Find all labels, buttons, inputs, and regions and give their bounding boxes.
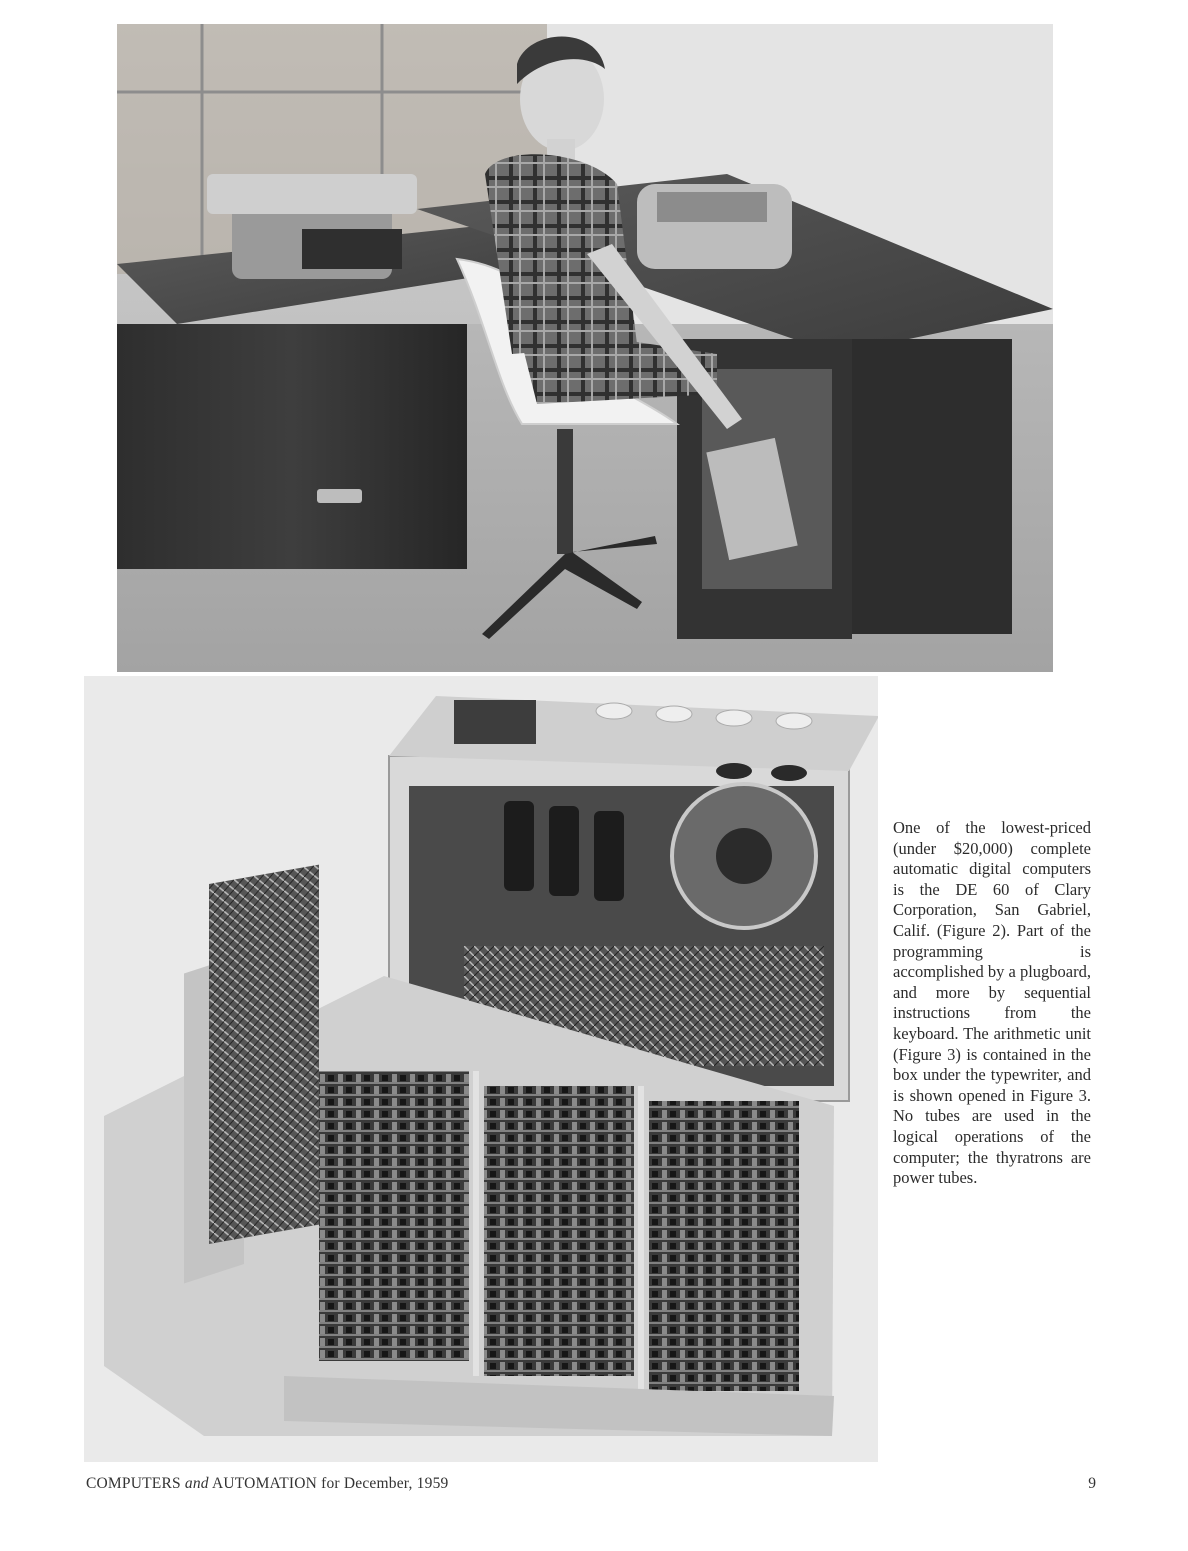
arithmetic-unit-illustration xyxy=(84,676,878,1462)
figure-3-photo xyxy=(84,676,878,1462)
figure-caption: One of the lowest-priced (under $20,000) complete automatic digital computers is the DE 60 of Clary Corporation, San Gabriel, Calif. (Figure 2). Part of the programming is accomplished by a plugboard, and more by sequential instructions from the keyboard. The arithmetic unit (Figure 3) is contained in the box under the typewriter, and is shown opened in Figure 3. No tubes are used in the logical operations of the computer; the thyratrons are power tubes. xyxy=(893,818,1091,1188)
page-footer xyxy=(86,1475,1096,1499)
figure-2-photo xyxy=(117,24,1053,672)
office-scene-illustration xyxy=(117,24,1053,672)
running-head xyxy=(86,1475,448,1493)
magazine-title-and: and xyxy=(184,1475,209,1492)
magazine-title-part2: AUTOMATION for December, 1959 xyxy=(212,1475,449,1492)
page-number: 9 xyxy=(1088,1475,1096,1492)
magazine-title-part1: COMPUTERS xyxy=(86,1475,181,1492)
